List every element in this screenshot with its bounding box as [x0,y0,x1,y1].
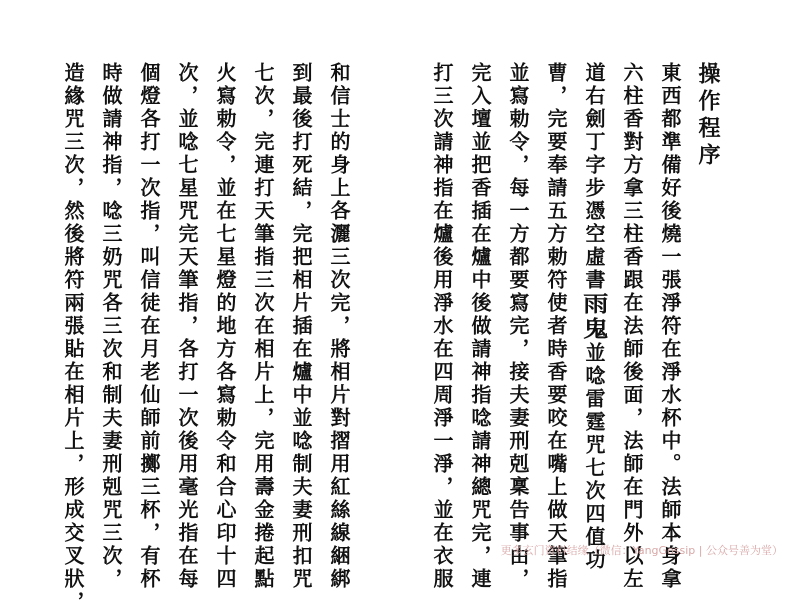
text-column-1: 和信士的身上各灑三次完，將相片對摺用紅絲線綑綁 [327,62,351,591]
text-column-7: 時做請神指，唸三奶咒各三次和制夫妻刑剋咒三次， [99,62,123,591]
text-column-5: 並寫勅令，每一方都要寫完，接夫妻刑剋稟告事由， [506,62,530,591]
left-page [0,0,396,614]
section-heading: 操作程序 [695,62,721,170]
text-column-6: 完入壇並把香插在爐中後做請神指唸請神總咒完，連 [468,62,492,591]
text-column-7: 打三次請神指在爐後用淨水在四周淨一淨，並在衣服 [430,62,454,591]
text-column-2: 六柱香對方拿三柱香跟在法師後面，法師在門外以左 [620,62,644,591]
text-column-4: 曹，完要奉請五方勅符使者時香要咬在嘴上做天筆指 [544,62,568,591]
text-column-3: 七次，完連打天筆指三次在相片上，完用壽金捲起點 [251,62,275,591]
text-column-3-end: 並唸雷霆咒七次四值功 [582,342,606,572]
text-column-4: 火寫勅令，並在七星燈的地方各寫勅令和合心印十四 [213,62,237,591]
text-column-3 [579,62,609,572]
text-column-3-start: 道右劍丁字步憑空虛書 [582,62,606,292]
text-column-2: 到最後打死結，完把相片插在爐中並唸制夫妻刑扣咒 [289,62,313,591]
right-page [396,0,793,591]
text-column-5: 次，並唸七星咒完天筆指，各打一次後用毫光指在每 [175,62,199,591]
watermark-footer: 更多玄门资料结缘（微信：YangGossip | 公众号善为堂） [500,544,783,557]
text-column-6: 個燈各打一次指，叫信徒在月老仙師前擲三杯，有杯 [137,62,161,591]
text-column-1: 東西都準備好後燒一張淨符在淨水杯中。法師本身拿 [658,62,682,591]
text-column-8: 造緣咒三次，然後將符兩張貼在相片上，形成交叉狀， [61,62,85,614]
talisman-glyph: 雨鬼 [579,292,609,342]
